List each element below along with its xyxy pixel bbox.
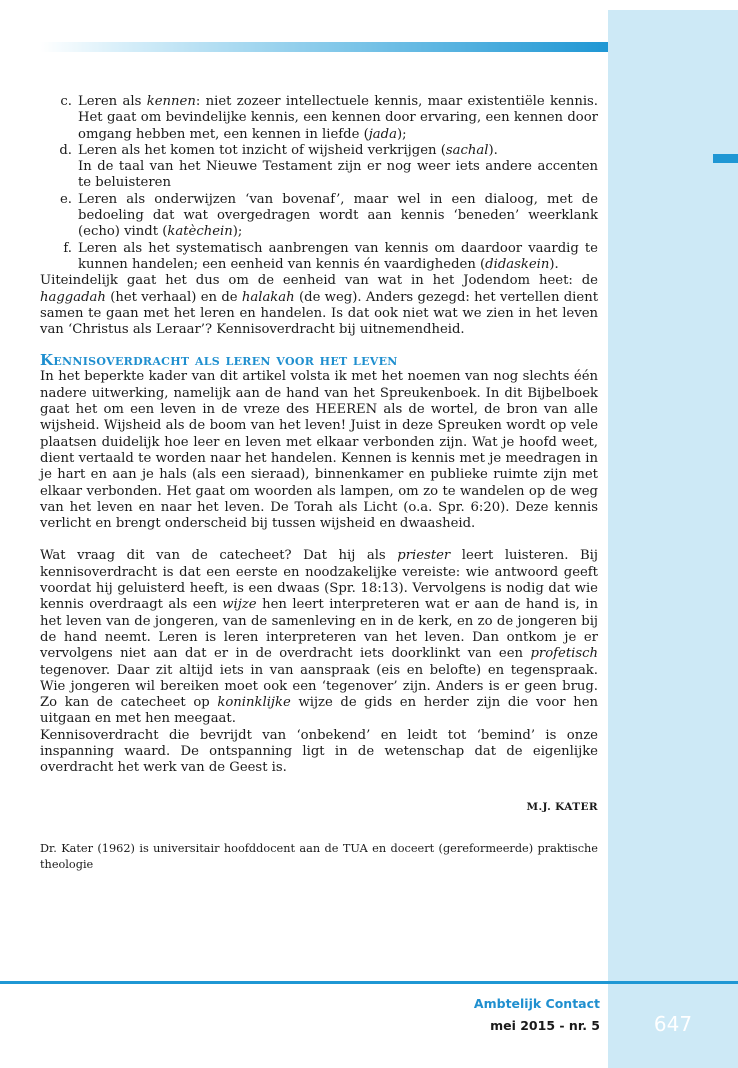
page-number: 647 (653, 1012, 693, 1036)
author-signature: M.J. KATER (526, 800, 598, 813)
side-tab-marker (713, 154, 738, 163)
list-item (40, 192, 598, 241)
footer-rule (0, 981, 738, 984)
section-heading: Kennisoverdracht als leren voor het leven (40, 351, 398, 370)
author-note: Dr. Kater (1962) is universitair hoofddocent aan de TUA en doceert (gereformeerde) praktische theologie (40, 841, 598, 871)
side-panel (608, 10, 738, 1068)
journal-title: Ambtelijk Contact (473, 996, 600, 1011)
list-label: f. (63, 240, 72, 256)
list-item (40, 241, 598, 274)
list-text: Leren als het komen tot inzicht of wijsheid verkrijgen (sachal). In de taal van het Nieuwe Testament zijn er nog weer iets andere accenten te beluisteren (78, 142, 598, 191)
list-text: Leren als onderwijzen ‘van bovenaf’, maar wel in een dialoog, met de bedoeling dat wat overgedragen wordt aan kennis ‘beneden’ weerklank (echo) vindt (katèchein); (78, 191, 598, 240)
paragraph-spreuken: In het beperkte kader van dit artikel volsta ik met het noemen van nog slechts één nadere uitwerking, namelijk aan de hand van het Spreukenboek. In dit Bijbelboek gaat het om een leven in de vreze des HEEREN als de wortel, de bron van alle wijsheid. Wijsheid als de boom van het leven! Juist in deze Spreuken wordt op vele plaatsen duidelijk hoe leer en leven met elkaar verbonden zijn. Wat je hoofd weet, dient vertaald te worden naar het handelen. Kennen is kennis met je meedragen in je hart en aan je hals (als een sieraad), binnenkamer en publieke ruimte zijn met elkaar verbonden. Het gaat om woorden als lampen, om zo te wandelen op de weg van het leven en naar het leven. De Torah als Licht (o.a. Spr. 6:20). Deze kennis verlicht en brengt onderscheid bij tussen wijsheid en dwaasheid. (40, 369, 598, 532)
list-text: Leren als kennen: niet zozeer intellectuele kennis, maar existentiële kennis. Het gaat om bevindelijke kennis, een kennen door ervaring, een kennen door omgang hebben met, een kennen in liefde (jada); (78, 94, 598, 142)
list-label: d. (59, 142, 72, 158)
paragraph-catecheet: Wat vraag dit van de catecheet? Dat hij als priester leert luisteren. Bij kennisoverdracht is dat een eerste en noodzakelijke vereiste: wie antwoord geeft voordat hij geluisterd heeft, is een dwaas (Spr. 18:13). Vervolgens is nodig dat wie kennis overdraagt als een wijze hen leert interpreteren wat er aan de hand is, in het leven van de jongeren, van de samenleving en in de kerk, en zo de jongeren bij de hand neemt. Leren is leren interpreteren van het leven. Dan ontkom je er vervolgens niet aan dat er in de overdracht iets doorklinkt van een profetisch tegenover. Daar zit altijd iets in van aanspraak (eis en belofte) en tegenspraak. Wie jongeren wil bereiken moet ook een ‘tegenover’ zijn. Anders is er geen brug. Zo kan de catecheet op koninklijke wijze de gids en herder zijn die voor hen uitgaan en met hen meegaat. (40, 548, 598, 727)
intro-paragraph: Uiteindelijk gaat het dus om de eenheid van wat in het Jodendom heet: de haggadah (het verhaal) en de halakah (de weg). Anders gezegd: het vertellen dient samen te gaan met het leren en handelen. Is dat ook niet wat we zien in het leven van ‘Christus als Leraar’? Kennisoverdracht bij uitnemendheid. (40, 273, 598, 338)
list-label: c. (60, 94, 72, 109)
list-item (40, 94, 598, 143)
article-body (40, 94, 598, 873)
list-text: Leren als het systematisch aanbrengen van kennis om daardoor vaardig te kunnen handelen; een eenheid van kennis én vaardigheden (didaskein). (78, 240, 598, 272)
list-item (40, 143, 598, 192)
meaning-list (40, 94, 598, 273)
list-label: e. (60, 191, 72, 207)
paragraph-conclusion: Kennisoverdracht die bevrijdt van ‘onbekend’ en leidt tot ‘bemind’ is onze inspanning waard. De ontspanning ligt in de wetenschap dat de eigenlijke overdracht het werk van de Geest is. (40, 727, 598, 776)
issue-label: mei 2015 - nr. 5 (490, 1018, 600, 1033)
header-gradient-bar (40, 42, 608, 52)
